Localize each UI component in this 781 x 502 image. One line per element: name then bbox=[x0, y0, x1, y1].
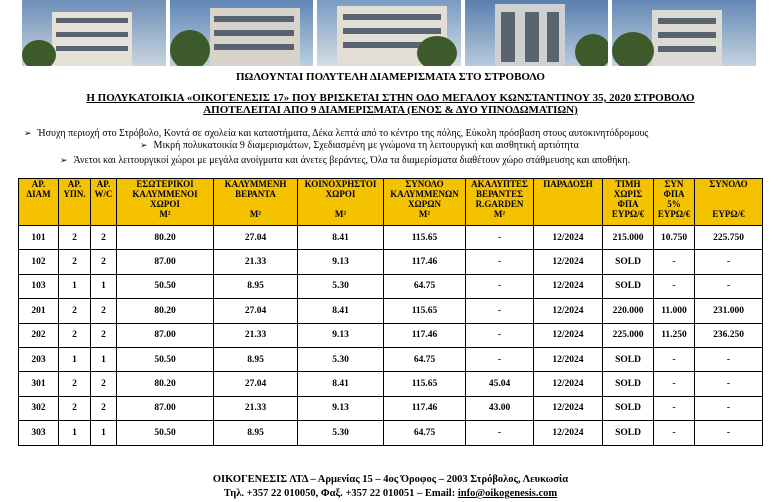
bullet-1: ➢ Ήσυχη περιοχή στο Στρόβολο, Κοντά σε σχολεία και καταστήματα, Δέκα λεπτά από το κέντρο της πόλης, Εύκολη πρόσβαση στους αυτοκινητόδρομους bbox=[24, 128, 649, 139]
table-cell: - bbox=[654, 372, 695, 396]
table-cell: 9.13 bbox=[298, 323, 384, 347]
table-cell: SOLD bbox=[603, 250, 654, 274]
table-cell: 2 bbox=[59, 226, 91, 250]
table-cell: 64.75 bbox=[384, 421, 466, 445]
column-header: ΑΡ. ΥΠΝ. bbox=[59, 179, 91, 226]
table-cell: 9.13 bbox=[298, 250, 384, 274]
table-cell: 236.250 bbox=[695, 323, 763, 347]
table-cell: - bbox=[695, 274, 763, 298]
table-row bbox=[19, 372, 763, 396]
table-cell: - bbox=[654, 274, 695, 298]
table-cell: 2 bbox=[59, 372, 91, 396]
arrow-bullet-icon: ➢ bbox=[140, 141, 148, 151]
table-cell: 12/2024 bbox=[534, 347, 603, 371]
table-cell: 1 bbox=[59, 347, 91, 371]
table-cell: 2 bbox=[91, 250, 117, 274]
table-cell: 115.65 bbox=[384, 226, 466, 250]
table-cell: 8.41 bbox=[298, 372, 384, 396]
table-cell: 12/2024 bbox=[534, 372, 603, 396]
table-cell: 1 bbox=[91, 347, 117, 371]
table-cell: 50.50 bbox=[117, 347, 214, 371]
table-row bbox=[19, 396, 763, 420]
bullet-2: ➢ Μικρή πολυκατοικία 9 διαμερισμάτων, Σχεδιασμένη με γνώμονα τη λειτουργική και αισθητική αρτιότητα bbox=[140, 140, 579, 151]
table-cell: - bbox=[695, 250, 763, 274]
column-header: ΚΟΙΝΟΧΡΗΣΤΟΙ ΧΩΡΟΙ Μ² bbox=[298, 179, 384, 226]
table-cell: 64.75 bbox=[384, 274, 466, 298]
table-row bbox=[19, 421, 763, 445]
table-cell: 2 bbox=[59, 396, 91, 420]
table-cell: 5.30 bbox=[298, 274, 384, 298]
table-cell: 201 bbox=[19, 299, 59, 323]
column-header: ΤΙΜΗ ΧΩΡΙΣ ΦΠΑ ΕΥΡΩ/€ bbox=[603, 179, 654, 226]
table-cell: 2 bbox=[59, 323, 91, 347]
table-cell: 202 bbox=[19, 323, 59, 347]
building-photo-1 bbox=[22, 0, 166, 66]
table-cell: 303 bbox=[19, 421, 59, 445]
table-cell: 102 bbox=[19, 250, 59, 274]
footer-contact: Τηλ. +357 22 010050, Φαξ. +357 22 010051 – Email: info@oikogenesis.com bbox=[223, 488, 558, 499]
table-cell: 117.46 bbox=[384, 323, 466, 347]
table-cell: 12/2024 bbox=[534, 421, 603, 445]
bullet-3: ➢ Άνετοι και λειτουργικοί χώροι με μεγάλα ανοίγματα και άνετες βεράντες, Όλα τα διαμερίσματα διαθέτουν χώρο στάθμευσης και αποθήκη. bbox=[60, 155, 631, 166]
table-cell: - bbox=[695, 347, 763, 371]
table-cell: 8.41 bbox=[298, 299, 384, 323]
email-link[interactable]: info@oikogenesis.com bbox=[457, 488, 558, 499]
table-cell: 87.00 bbox=[117, 396, 214, 420]
table-cell: 2 bbox=[91, 323, 117, 347]
table-cell: 8.41 bbox=[298, 226, 384, 250]
table-cell: 11.250 bbox=[654, 323, 695, 347]
column-header: ΣΥΝΟΛΟ ΚΑΛΥΜΜΕΝΩΝ ΧΩΡΩΝ Μ² bbox=[384, 179, 466, 226]
table-cell: SOLD bbox=[603, 421, 654, 445]
column-header: ΚΑΛΥΜΜΕΝΗ ΒΕΡΑΝΤΑ Μ² bbox=[214, 179, 298, 226]
table-cell: 43.00 bbox=[466, 396, 534, 420]
table-cell: 87.00 bbox=[117, 323, 214, 347]
table-cell: 8.95 bbox=[214, 274, 298, 298]
building-photos bbox=[22, 0, 756, 66]
table-cell: 2 bbox=[91, 226, 117, 250]
table-cell: 80.20 bbox=[117, 372, 214, 396]
building-photo-2 bbox=[170, 0, 314, 66]
table-cell: 225.750 bbox=[695, 226, 763, 250]
table-cell: 12/2024 bbox=[534, 274, 603, 298]
footer-address: ΟΙΚΟΓΕΝΕΣΙΣ ΛΤΔ – Αρμενίας 15 – 4ος Όροφος – 2003 Στρόβολος, Λευκωσία bbox=[212, 474, 569, 485]
column-header: ΣΥΝΟΛΟ ΕΥΡΩ/€ bbox=[695, 179, 763, 226]
table-cell: 12/2024 bbox=[534, 299, 603, 323]
table-cell: 302 bbox=[19, 396, 59, 420]
table-cell: 21.33 bbox=[214, 323, 298, 347]
table-cell: 64.75 bbox=[384, 347, 466, 371]
table-cell: 231.000 bbox=[695, 299, 763, 323]
table-cell: 1 bbox=[59, 421, 91, 445]
table-cell: 21.33 bbox=[214, 396, 298, 420]
table-row bbox=[19, 226, 763, 250]
table-cell: 117.46 bbox=[384, 396, 466, 420]
table-cell: 10.750 bbox=[654, 226, 695, 250]
column-header: ΑΡ. W/C bbox=[91, 179, 117, 226]
table-cell: 80.20 bbox=[117, 299, 214, 323]
table-cell: SOLD bbox=[603, 274, 654, 298]
table-cell: 115.65 bbox=[384, 299, 466, 323]
table-cell: 1 bbox=[91, 274, 117, 298]
table-cell: - bbox=[695, 421, 763, 445]
table-cell: 203 bbox=[19, 347, 59, 371]
table-cell: 2 bbox=[91, 299, 117, 323]
building-photo-3 bbox=[317, 0, 461, 66]
table-cell: 115.65 bbox=[384, 372, 466, 396]
table-cell: 101 bbox=[19, 226, 59, 250]
table-row bbox=[19, 347, 763, 371]
table-cell: 27.04 bbox=[214, 299, 298, 323]
column-header: ΠΑΡΑΔΟΣΗ bbox=[534, 179, 603, 226]
table-cell: 220.000 bbox=[603, 299, 654, 323]
table-cell: - bbox=[695, 372, 763, 396]
table-cell: 12/2024 bbox=[534, 226, 603, 250]
table-cell: 12/2024 bbox=[534, 396, 603, 420]
table-cell: 5.30 bbox=[298, 347, 384, 371]
table-cell: 9.13 bbox=[298, 396, 384, 420]
table-cell: 215.000 bbox=[603, 226, 654, 250]
table-cell: 1 bbox=[59, 274, 91, 298]
table-cell: 301 bbox=[19, 372, 59, 396]
table-cell: - bbox=[466, 299, 534, 323]
table-cell: - bbox=[466, 347, 534, 371]
table-cell: 12/2024 bbox=[534, 323, 603, 347]
table-cell: - bbox=[695, 396, 763, 420]
apartments-table bbox=[18, 178, 763, 446]
table-cell: - bbox=[654, 421, 695, 445]
column-header: ΣΥΝ ΦΠΑ 5% ΕΥΡΩ/€ bbox=[654, 179, 695, 226]
column-header: ΑΚΑΛΥΠΤΕΣ ΒΕΡΑΝΤΕΣ R.GARDEN Μ² bbox=[466, 179, 534, 226]
table-cell: 2 bbox=[91, 396, 117, 420]
table-cell: 117.46 bbox=[384, 250, 466, 274]
table-cell: SOLD bbox=[603, 372, 654, 396]
table-cell: 27.04 bbox=[214, 226, 298, 250]
table-cell: - bbox=[466, 421, 534, 445]
table-cell: 80.20 bbox=[117, 226, 214, 250]
table-row bbox=[19, 323, 763, 347]
table-cell: - bbox=[466, 250, 534, 274]
table-cell: - bbox=[466, 226, 534, 250]
table-header-row bbox=[19, 179, 763, 226]
column-header: ΑΡ. ΔΙΑΜ bbox=[19, 179, 59, 226]
table-cell: 103 bbox=[19, 274, 59, 298]
table-cell: 11.000 bbox=[654, 299, 695, 323]
table-cell: 50.50 bbox=[117, 421, 214, 445]
title-line-2: Η ΠΟΛΥΚΑΤΟΙΚΙΑ «ΟΙΚΟΓΕΝΕΣΙΣ 17» ΠΟΥ ΒΡΙΣΚΕΤΑΙ ΣΤΗΝ ΟΔΟ ΜΕΓΑΛΟΥ ΚΩΝΣΤΑΝΤΙΝΟΥ 35, 2020 ΣΤΡΟΒΟΛΟ bbox=[86, 92, 695, 104]
table-cell: 2 bbox=[59, 250, 91, 274]
table-cell: SOLD bbox=[603, 347, 654, 371]
table-cell: - bbox=[654, 396, 695, 420]
table-cell: 2 bbox=[59, 299, 91, 323]
title-line-3: ΑΠΟΤΕΛΕΙΤΑΙ ΑΠΟ 9 ΔΙΑΜΕΡΙΣΜΑΤΑ (ΕΝΟΣ & ΔΥΟ ΥΠΝΟΔΩΜΑΤΙΩΝ) bbox=[203, 104, 578, 116]
table-cell: 27.04 bbox=[214, 372, 298, 396]
arrow-bullet-icon: ➢ bbox=[24, 129, 32, 139]
table-cell: 8.95 bbox=[214, 421, 298, 445]
title-line-1: ΠΩΛΟΥΝΤΑΙ ΠΟΛΥΤΕΛΗ ΔΙΑΜΕΡΙΣΜΑΤΑ ΣΤΟ ΣΤΡΟΒΟΛΟ bbox=[236, 71, 545, 83]
table-row bbox=[19, 299, 763, 323]
table-row bbox=[19, 250, 763, 274]
table-cell: 8.95 bbox=[214, 347, 298, 371]
table-row bbox=[19, 274, 763, 298]
table-cell: SOLD bbox=[603, 396, 654, 420]
table-cell: - bbox=[466, 274, 534, 298]
table-cell: 225.000 bbox=[603, 323, 654, 347]
table-cell: 12/2024 bbox=[534, 250, 603, 274]
arrow-bullet-icon: ➢ bbox=[60, 156, 68, 166]
table-cell: 45.04 bbox=[466, 372, 534, 396]
table-cell: 50.50 bbox=[117, 274, 214, 298]
table-cell: 5.30 bbox=[298, 421, 384, 445]
table-cell: 21.33 bbox=[214, 250, 298, 274]
building-photo-5 bbox=[612, 0, 756, 66]
building-photo-4 bbox=[465, 0, 609, 66]
table-cell: 1 bbox=[91, 421, 117, 445]
table-cell: - bbox=[466, 323, 534, 347]
table-cell: - bbox=[654, 347, 695, 371]
table-cell: 87.00 bbox=[117, 250, 214, 274]
column-header: ΕΣΩΤΕΡΙΚΟΙ ΚΑΛΥΜΜΕΝΟΙ ΧΩΡΟΙ Μ² bbox=[117, 179, 214, 226]
table-cell: 2 bbox=[91, 372, 117, 396]
table-cell: - bbox=[654, 250, 695, 274]
